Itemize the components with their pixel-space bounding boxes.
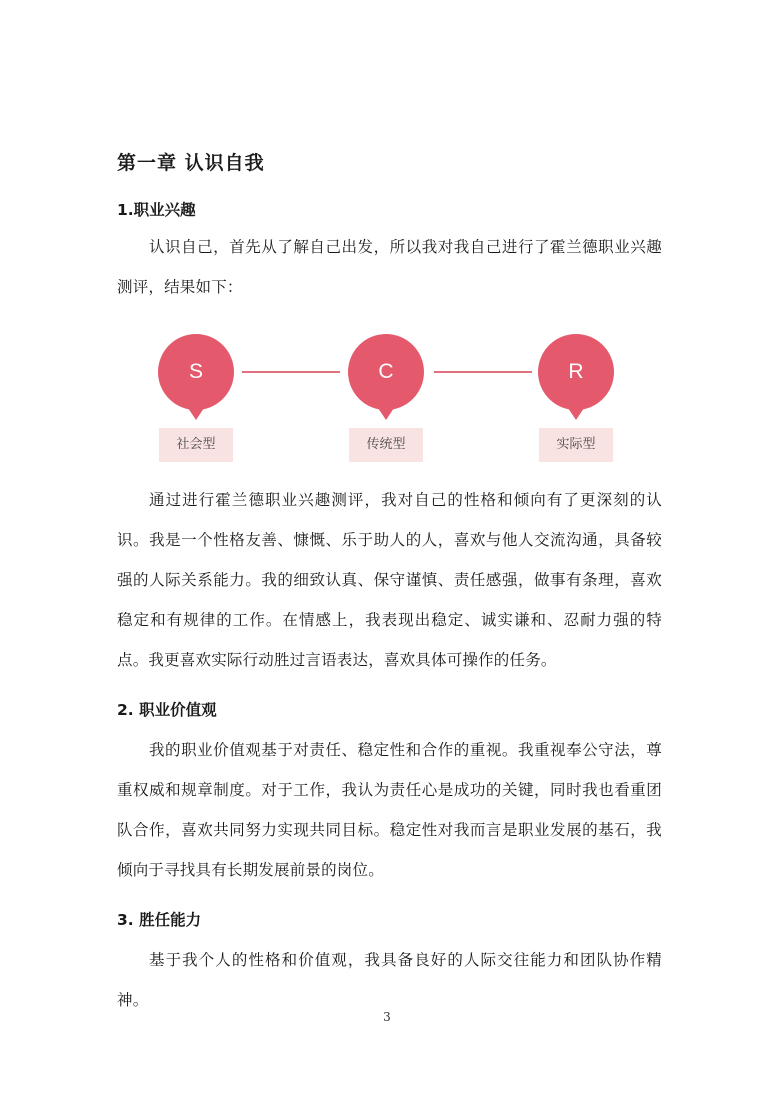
pointer-marker [188,408,204,420]
section-heading-competence: 3. 胜任能力 [117,911,202,929]
code-node-s: S [158,334,234,410]
chapter-title: 第一章 认识自我 [117,152,265,174]
code-label-realistic: 实际型 [539,428,613,462]
code-node-c: C [348,334,424,410]
paragraph-competence: 基于我个人的性格和价值观，我具备良好的人际交往能力和团队协作精神。 [117,951,662,1009]
code-label-social: 社会型 [159,428,233,462]
connector-line [434,371,532,373]
section-heading-interest: 1.职业兴趣 [117,201,196,219]
section-heading-values: 2. 职业价值观 [117,701,217,719]
pointer-marker [568,408,584,420]
holland-code-diagram [150,330,630,470]
code-node-r: R [538,334,614,410]
pointer-marker [378,408,394,420]
paragraph-interest-intro: 认识自己，首先从了解自己出发，所以我对我自己进行了霍兰德职业兴趣测评，结果如下： [117,238,662,296]
page-number: 3 [383,1010,391,1024]
code-label-conventional: 传统型 [349,428,423,462]
paragraph-values: 我的职业价值观基于对责任、稳定性和合作的重视。我重视奉公守法，尊重权威和规章制度。对于工作，我认为责任心是成功的关键，同时我也看重团队合作，喜欢共同努力实现共同目标。稳定性对我而言是职业发展的基石，我倾向于寻找具有长期发展前景的岗位。 [117,741,662,879]
paragraph-interest-result: 通过进行霍兰德职业兴趣测评，我对自己的性格和倾向有了更深刻的认识。我是一个性格友善、慷慨、乐于助人的人，喜欢与他人交流沟通，具备较强的人际关系能力。我的细致认真、保守谨慎、责任感强，做事有条理，喜欢稳定和有规律的工作。在情感上，我表现出稳定、诚实谦和、忍耐力强的特点。我更喜欢实际行动胜过言语表达，喜欢具体可操作的任务。 [117,491,662,669]
connector-line [242,371,340,373]
